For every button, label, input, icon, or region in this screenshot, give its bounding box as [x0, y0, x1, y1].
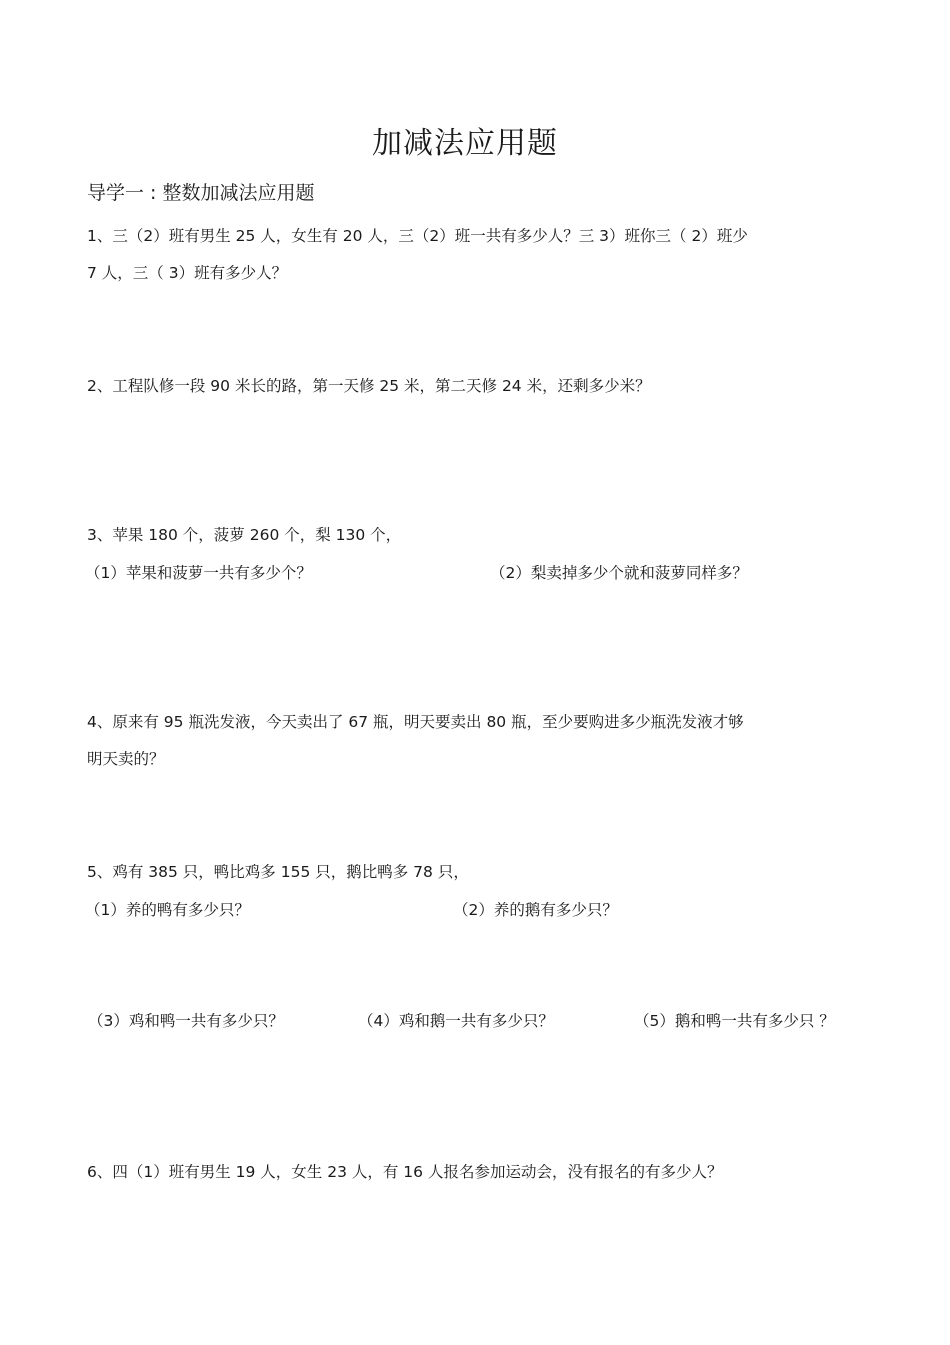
problem-5-line-1: 5、鸡有 385 只，鸭比鸡多 155 只，鹅比鸭多 78 只，: [87, 863, 469, 881]
problem-2-line-1: 2、工程队修一段 90 米长的路，第一天修 25 米，第二天修 24 米，还剩多少米？: [87, 377, 651, 395]
problem-3-line-1: 3、苹果 180 个，菠萝 260 个，梨 130 个，: [87, 526, 402, 544]
problem-5-sub-1: （1）养的鸭有多少只？: [85, 901, 250, 919]
problem-6-line-1: 6、四（1）班有男生 19 人，女生 23 人，有 16 人报名参加运动会，没有报名的有多少人？: [87, 1163, 723, 1181]
problem-3-sub-1: （1）苹果和菠萝一共有多少个？: [85, 564, 312, 582]
problem-4-line-1: 4、原来有 95 瓶洗发液，今天卖出了 67 瓶，明天要卖出 80 瓶，至少要购进多少瓶洗发液才够: [87, 713, 744, 731]
section-heading: 导学一 : 整数加减法应用题: [87, 182, 315, 204]
problem-1-line-2: 7 人，三（ 3）班有多少人？: [87, 264, 288, 282]
problem-1-line-1: 1、三（2）班有男生 25 人，女生有 20 人，三（2）班一共有多少人？三 3）班你三（ 2）班少: [87, 227, 748, 245]
problem-5-sub-5: （5）鹅和鸭一共有多少只 ？: [634, 1012, 835, 1030]
problem-5-sub-4: （4）鸡和鹅一共有多少只？: [358, 1012, 554, 1030]
page-title: 加减法应用题: [372, 126, 558, 161]
problem-3-sub-2: （2）梨卖掉多少个就和菠萝同样多？: [490, 564, 748, 582]
problem-5-sub-3: （3）鸡和鸭一共有多少只？: [88, 1012, 284, 1030]
problem-5-sub-2: （2）养的鹅有多少只？: [453, 901, 618, 919]
problem-4-line-2: 明天卖的？: [87, 750, 165, 768]
